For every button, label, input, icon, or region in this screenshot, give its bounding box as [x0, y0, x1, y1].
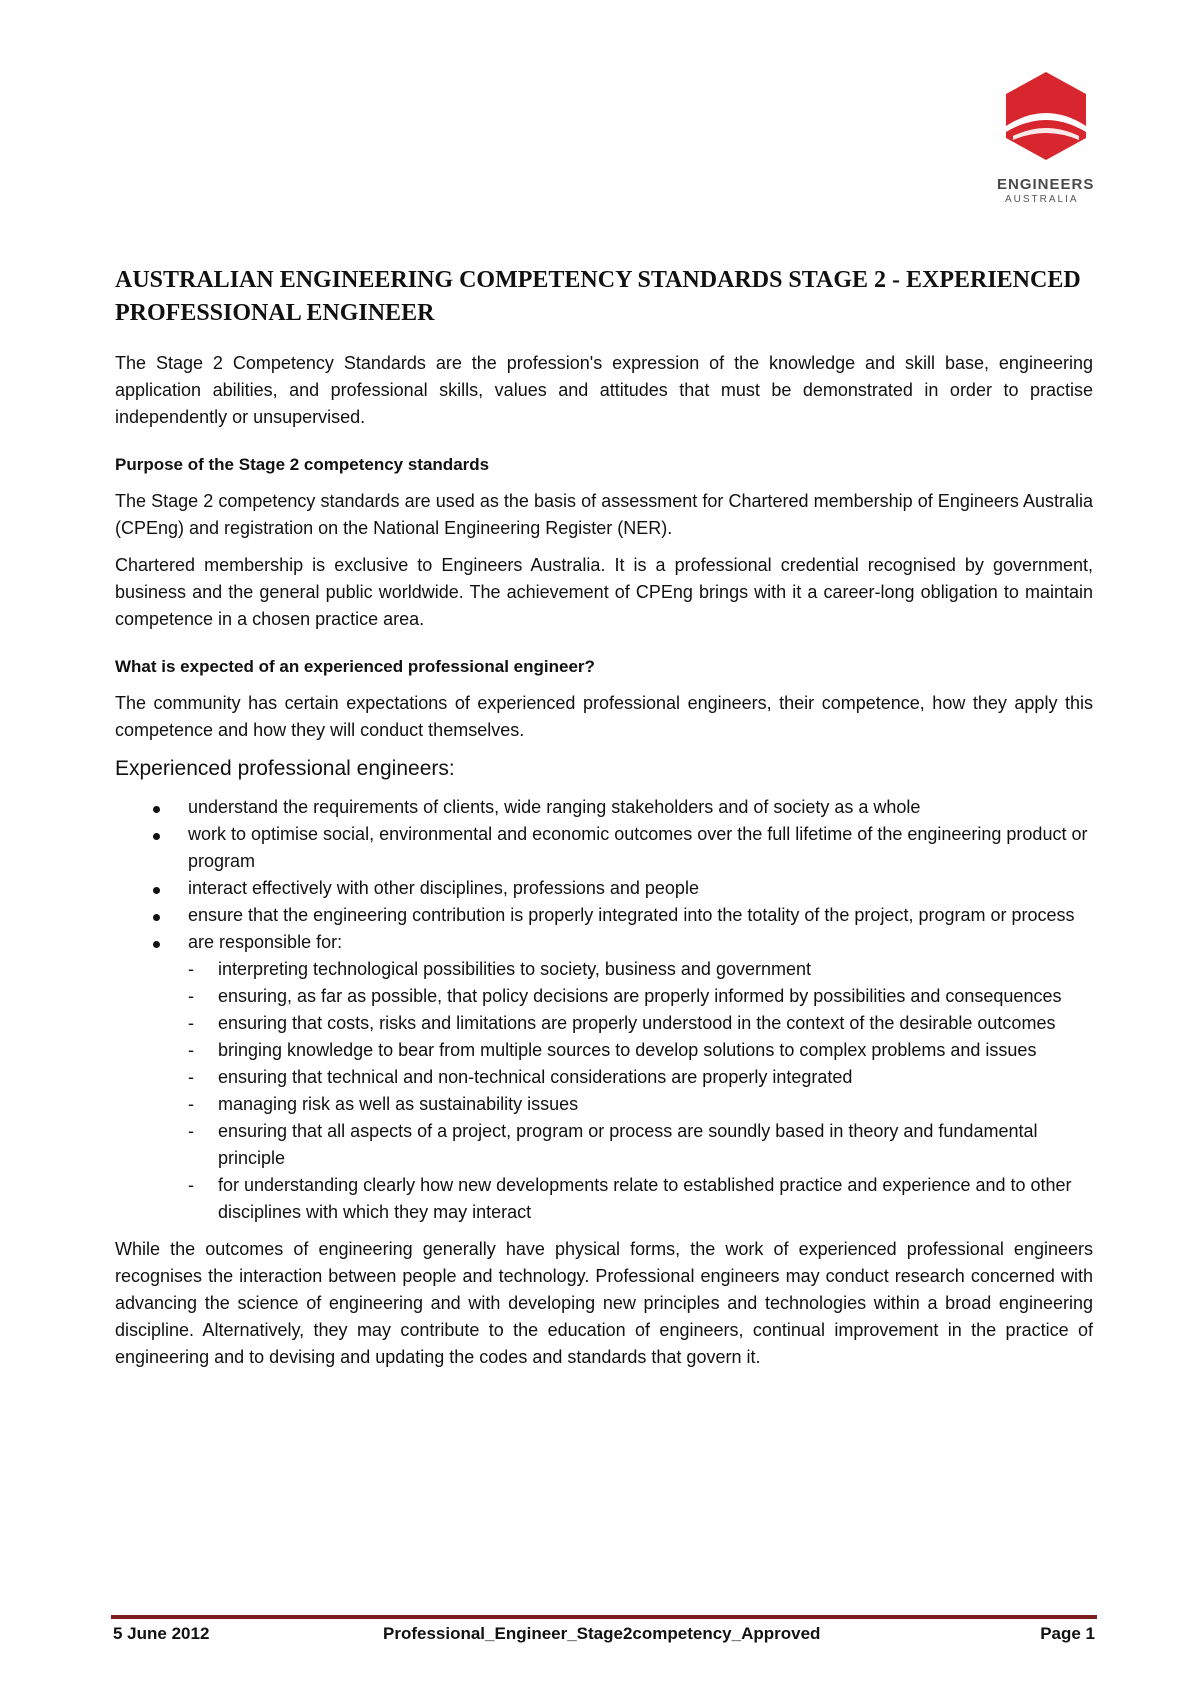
document-title: AUSTRALIAN ENGINEERING COMPETENCY STANDARDS STAGE 2 - EXPERIENCED PROFESSIONAL ENGINEER: [115, 267, 1081, 326]
sub-list-item: [188, 1091, 1093, 1118]
sub-list: [188, 956, 1093, 1226]
sub-list-item-text: ensuring, as far as possible, that policy decisions are properly informed by possibilities and consequences: [218, 986, 1062, 1006]
list-item: [115, 794, 1093, 821]
document-body: [115, 264, 1093, 1371]
bullet-list: [115, 794, 1093, 1226]
logo-subtext: AUSTRALIA: [1005, 194, 1079, 205]
dash-marker: -: [188, 1175, 194, 1195]
dash-marker: -: [188, 1121, 194, 1141]
list-item: [115, 902, 1093, 929]
list-item-text: ensure that the engineering contribution is properly integrated into the totality of the project, program or process: [188, 905, 1075, 925]
sub-list-item-text: ensuring that all aspects of a project, program or process are soundly based in theory and fundamental principle: [218, 1121, 1038, 1168]
footer-date: 5 June 2012: [113, 1624, 210, 1643]
footer-document-name: Professional_Engineer_Stage2competency_Approved: [383, 1624, 821, 1643]
list-item: [115, 875, 1093, 902]
list-item-text: interact effectively with other disciplines, professions and people: [188, 878, 699, 898]
sub-list-item: [188, 956, 1093, 983]
dash-marker: -: [188, 1013, 194, 1033]
purpose-heading: Purpose of the Stage 2 competency standards: [115, 455, 490, 474]
sub-list-item: [188, 1037, 1093, 1064]
sub-list-item: [188, 1064, 1093, 1091]
bullet-icon: [153, 914, 160, 921]
logo-wordmark: ENGINEERS: [997, 176, 1095, 193]
purpose-paragraph-1: The Stage 2 competency standards are used as the basis of assessment for Chartered membership of Engineers Australia (CPEng) and registration on the National Engineering Register (NER).: [115, 491, 1093, 538]
bullet-icon: [153, 887, 160, 894]
sub-list-item-text: interpreting technological possibilities to society, business and government: [218, 959, 811, 979]
bullet-icon: [153, 833, 160, 840]
expected-paragraph: The community has certain expectations of experienced professional engineers, their competence, how they apply this competence and how they will conduct themselves.: [115, 693, 1093, 740]
closing-paragraph: While the outcomes of engineering generally have physical forms, the work of experienced professional engineers recognises the interaction between people and technology. Professional engineers may conduct research concerned with advancing the science of engineering and with developing new principles and technologies within a broad engineering discipline. Alternatively, they may contribute to the education of engineers, continual improvement in the practice of engineering and to devising and updating the codes and standards that govern it.: [115, 1239, 1093, 1367]
list-item-text: understand the requirements of clients, wide ranging stakeholders and of society as a whole: [188, 797, 921, 817]
intro-paragraph: The Stage 2 Competency Standards are the profession's expression of the knowledge and skill base, engineering application abilities, and professional skills, values and attitudes that must be demonstrated in order to practise independently or unsupervised.: [115, 353, 1093, 427]
sub-list-item-text: ensuring that technical and non-technical considerations are properly integrated: [218, 1067, 853, 1087]
footer-divider: [111, 1615, 1097, 1619]
list-item: [115, 821, 1093, 875]
sub-list-item: [188, 1010, 1093, 1037]
list-item: [115, 929, 1093, 1226]
list-item-text: are responsible for:: [188, 932, 343, 952]
list-item-text: work to optimise social, environmental and economic outcomes over the full lifetime of the engineering product or program: [188, 824, 1088, 871]
bullet-icon: [153, 941, 160, 948]
expected-heading: What is expected of an experienced professional engineer?: [115, 657, 595, 676]
hexagon-logo-icon: [1003, 70, 1089, 162]
sub-list-item-text: for understanding clearly how new developments relate to established practice and experience and to other disciplines with which they may interact: [218, 1175, 1072, 1222]
dash-marker: -: [188, 959, 194, 979]
dash-marker: -: [188, 1040, 194, 1060]
dash-marker: -: [188, 986, 194, 1006]
bullet-icon: [153, 806, 160, 813]
sub-list-item: [188, 1118, 1093, 1172]
sub-list-item-text: bringing knowledge to bear from multiple sources to develop solutions to complex problems and issues: [218, 1040, 1037, 1060]
dash-marker: -: [188, 1067, 194, 1087]
footer-page-number: Page 1: [1040, 1624, 1095, 1643]
sub-list-item-text: ensuring that costs, risks and limitations are properly understood in the context of the desirable outcomes: [218, 1013, 1056, 1033]
sub-list-item-text: managing risk as well as sustainability issues: [218, 1094, 579, 1114]
page-footer: [113, 1624, 1095, 1654]
sub-list-item: [188, 1172, 1093, 1226]
sub-list-item: [188, 983, 1093, 1010]
purpose-paragraph-2: Chartered membership is exclusive to Engineers Australia. It is a professional credential recognised by government, business and the general public worldwide. The achievement of CPEng brings with it a career-long obligation to maintain competence in a chosen practice area.: [115, 555, 1093, 629]
engineers-australia-logo: [997, 70, 1107, 205]
experienced-heading: Experienced professional engineers:: [115, 757, 455, 780]
dash-marker: -: [188, 1094, 194, 1114]
